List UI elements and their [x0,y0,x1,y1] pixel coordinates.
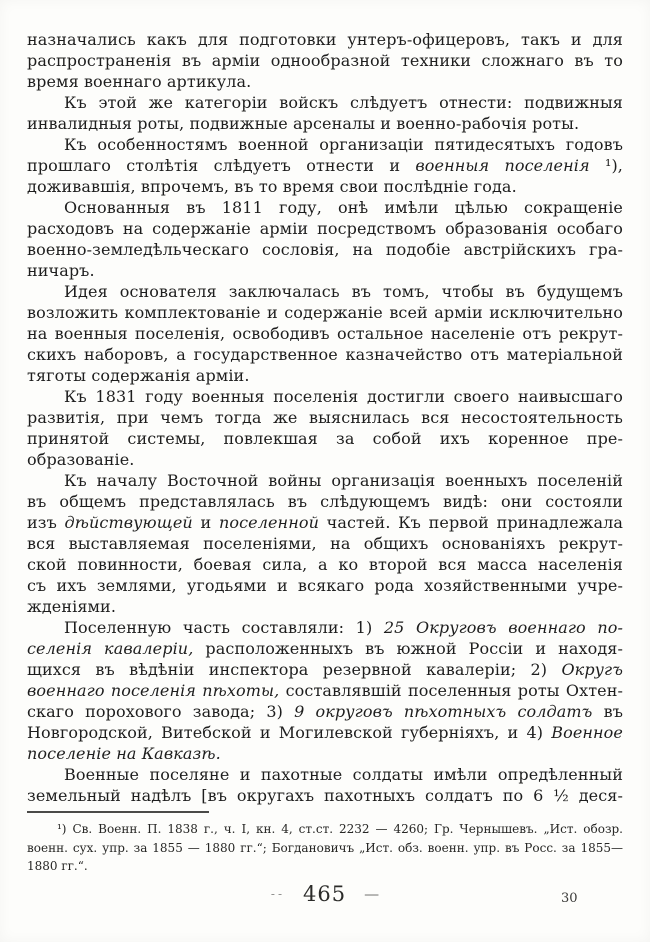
text-segment: частей. Къ первой принадлежала [318,513,623,532]
text-line [27,155,623,176]
text-segment: образованіе. [27,450,135,469]
text-line [27,617,623,638]
text-segment: военно-земледѣльческаго сословія, на подобіе австрійскихъ гра- [27,240,623,259]
text-segment: Поселенную часть составляли: 1) [64,618,384,637]
text-segment: и [192,513,219,532]
text-line [27,764,623,785]
text-line [27,857,623,876]
text-line [27,29,623,50]
text-line [27,491,623,512]
italic-text-segment: военнаго поселенія пѣхоты, [27,681,280,700]
text-line [27,743,623,764]
italic-text-segment: селенія кавалеріи, [27,639,194,658]
text-line [27,50,623,71]
text-segment: въ общемъ представлялась въ слѣдующемъ видѣ: они состояли [27,492,623,511]
text-line [27,659,623,680]
italic-text-segment: 9 округовъ пѣхотныхъ солдатъ [294,702,593,721]
text-segment: время военнаго артикула. [27,72,252,91]
text-line [27,260,623,281]
text-line [27,407,623,428]
text-segment: Идея основателя заключалась въ томъ, чтобы въ будущемъ [64,282,623,301]
text-line [27,449,623,470]
text-line [27,596,623,617]
text-segment: Къ этой же категоріи войскъ слѣдуетъ отнести: подвижныя [64,93,623,112]
text-line [27,218,623,239]
text-line [27,722,623,743]
text-segment: составлявшій поселенныя роты Охтен- [279,681,624,700]
text-segment: расходовъ на содержаніе арміи посредствомъ образованія особаго [27,219,623,238]
text-line [27,197,623,218]
italic-text-segment: военныя поселенія [415,156,590,175]
text-line [27,839,623,858]
italic-text-segment: поселенной [218,513,319,532]
text-segment: ской повинности, боевая сила, а ко второй вся масса населенія [27,555,623,574]
text-line [27,785,623,806]
text-segment: на военныя поселенія, освободивъ остальное населеніе отъ рекрут- [27,324,623,343]
text-line [27,281,623,302]
text-segment: доживавшія, впрочемъ, въ то время свои послѣдніе года. [27,177,517,196]
text-segment: Къ 1831 году военныя поселенія достигли своего наивысшаго [64,387,623,406]
text-segment: ¹), [589,156,623,175]
signature-number: 30 [561,891,578,906]
text-line [27,386,623,407]
text-segment: Основанныя въ 1811 году, онѣ имѣли цѣлью сокращеніе [64,198,623,217]
text-segment: скихъ наборовъ, а государственное казначейство отъ матеріальной [27,345,623,364]
italic-text-segment: поселеніе на Кавказѣ. [27,744,221,763]
text-line [27,512,623,533]
text-segment: распространенія въ арміи однообразной техники сложнаго въ то [27,51,623,70]
page-number: 465 [303,882,347,906]
text-segment: Военные поселяне и пахотные солдаты имѣли опредѣленный [64,765,623,784]
text-line [27,680,623,701]
text-line [27,176,623,197]
italic-text-segment: Военное [551,723,623,742]
text-line [27,554,623,575]
text-line [27,344,623,365]
text-segment: скаго порохового завода; 3) [27,702,295,721]
text-line [27,92,623,113]
text-segment: военн. сух. упр. за 1855 — 1880 гг.“; Богдановичъ „Ист. обз. военн. упр. въ Росс. за 1855— [27,840,623,855]
footnote-text [27,820,623,876]
text-segment: назначались какъ для подготовки унтеръ-офицеровъ, такъ и для [27,30,623,49]
text-line [27,638,623,659]
text-segment: инвалидныя роты, подвижные арсеналы и военно-рабочія роты. [27,114,580,133]
text-line [27,701,623,722]
text-segment: ¹) Св. Военн. П. 1838 г., ч. I, кн. 4, ст.ст. 2232 — 4260; Гр. Чернышевъ. „Ист. обозр. [57,822,623,836]
text-segment: щихся въ вѣдѣніи инспектора резервной кавалеріи; 2) [27,660,562,679]
text-segment: жденіями. [27,597,117,616]
text-line [27,428,623,449]
text-line [27,820,623,839]
text-line [27,323,623,344]
text-segment: расположенныхъ въ южной Россіи и находя- [193,639,623,658]
page-text [27,29,623,806]
page-footer [225,882,425,906]
text-line [27,113,623,134]
text-segment: принятой системы, повлекшая за собой ихъ коренное пре- [27,429,623,448]
text-segment: Новгородской, Витебской и Могилевской губерніяхъ, и 4) [27,723,552,742]
italic-text-segment: 25 Округовъ военнаго по- [383,618,623,637]
page-number-dash-left: -- [270,887,285,901]
text-segment: въ [592,702,623,721]
text-segment: Къ особенностямъ военной организаціи пятидесятыхъ годовъ [64,135,623,154]
text-segment: развитія, при чемъ тогда же выяснилась вся несостоятельность [27,408,623,427]
text-line [27,134,623,155]
text-line [27,575,623,596]
text-segment: земельный надѣлъ [въ округахъ пахотныхъ солдатъ по 6 ½ деся- [27,786,623,805]
text-segment: ничаръ. [27,261,95,280]
text-segment: прошлаго столѣтія слѣдуетъ отнести и [27,156,416,175]
text-line [27,533,623,554]
text-line [27,71,623,92]
text-segment: Къ началу Восточной войны организація военныхъ поселеній [64,471,623,490]
text-segment: тяготы содержанія арміи. [27,366,250,385]
text-segment: возложить комплектованіе и содержаніе всей арміи исключительно [27,303,623,322]
text-line [27,239,623,260]
text-segment: изъ [27,513,65,532]
italic-text-segment: Округъ [561,660,623,679]
text-line [27,365,623,386]
page-number-dash-right: — [364,885,380,903]
text-segment: вся выставляемая поселеніями, на общихъ основаніяхъ рекрут- [27,534,623,553]
footnote-rule [27,811,209,813]
text-segment: съ ихъ землями, угодьями и всякаго рода хозяйственными учре- [27,576,623,595]
text-line [27,302,623,323]
text-line [27,470,623,491]
italic-text-segment: дѣйствующей [64,513,193,532]
text-segment: 1880 гг.“. [27,859,88,873]
